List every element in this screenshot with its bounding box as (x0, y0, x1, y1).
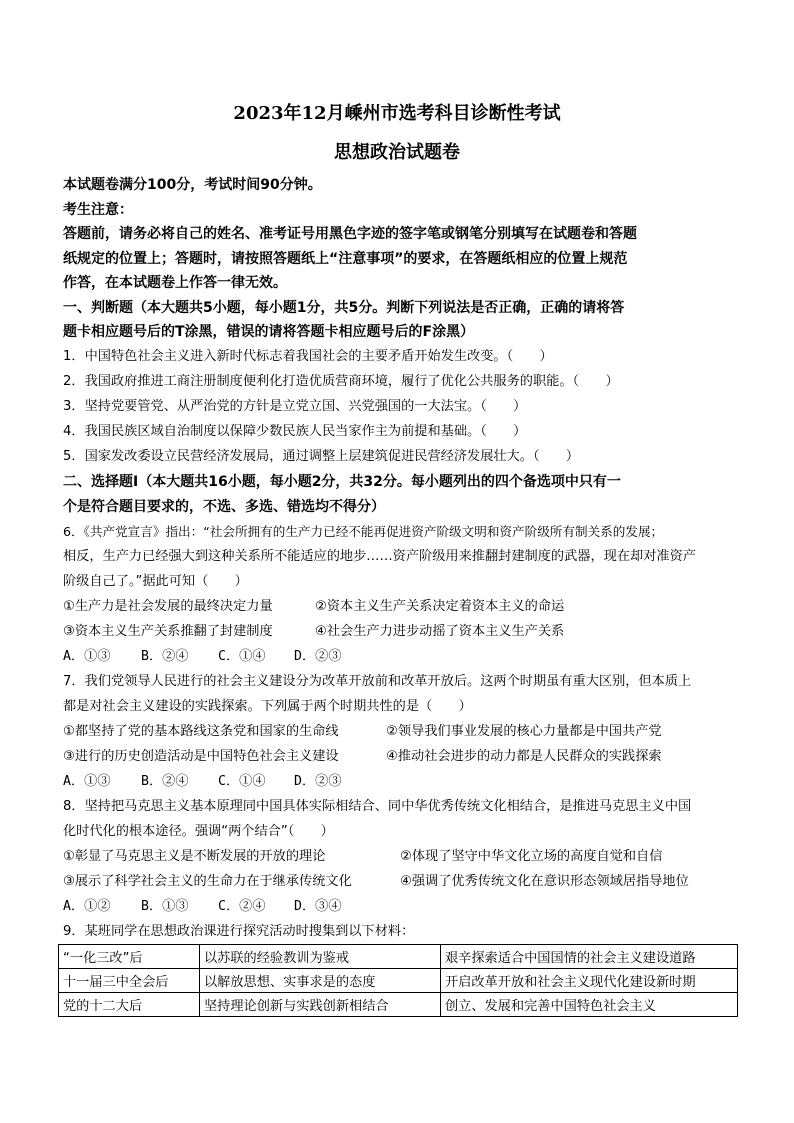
question-9-line1: 9．某班同学在思想政治课进行探究活动时搜集到以下材料： (63, 924, 415, 939)
section2-heading-line1: 二、选择题Ⅰ（本大题共16小题，每小题2分，共32分。每小题列出的四个备选项中只有一 (63, 474, 621, 490)
q6-option-2: ②资本主义生产关系决定着资本主义的命运 (315, 599, 565, 614)
table-cell: 开启改革开放和社会主义现代化建设新时期 (441, 969, 738, 993)
table-cell: 以苏联的经验教训为鉴戒 (200, 945, 441, 969)
table-cell: 艰辛探索适合中国国情的社会主义建设道路 (441, 945, 738, 969)
question-7-line2: 都是对社会主义建设的实践探索。下列属于两个时期共性的是（ ） (63, 699, 472, 714)
question-5: 5．国家发改委设立民营经济发展局，通过调整上层建筑促进民营经济发展壮大。（ ） (63, 449, 580, 464)
table-cell: 党的十二大后 (59, 993, 200, 1017)
table-row (59, 993, 738, 1017)
question-6-line3: 阶级自己了。”据此可知（ ） (63, 574, 248, 589)
q8-option-1: ①彰显了马克思主义是不断发展的开放的理论 (63, 849, 326, 864)
question-8-line1: 8．坚持把马克思主义基本原理同中国具体实际相结合、同中华优秀传统文化相结合，是推进马克思主义中国 (63, 799, 692, 814)
question-6-line2: 相反，生产力已经强大到这种关系所不能适应的地步……资产阶级用来推翻封建制度的武器，现在却对准资产 (63, 549, 696, 564)
q6-answer-b: B．②④ (141, 649, 189, 664)
question-4: 4．我国民族区域自治制度以保障少数民族人民当家作主为前提和基础。（ ） (63, 424, 527, 439)
candidate-notice-label: 考生注意： (63, 202, 133, 218)
q7-option-2: ②领导我们事业发展的核心力量都是中国共产党 (386, 724, 662, 739)
material-table (58, 944, 738, 1017)
table-cell: 以解放思想、实事求是的态度 (200, 969, 441, 993)
q7-option-3: ③进行的历史创造活动是中国特色社会主义建设 (63, 749, 339, 764)
table-row (59, 969, 738, 993)
q7-answer-b: B．②④ (141, 774, 189, 789)
q8-answer-a: A．①② (63, 899, 111, 914)
q6-option-1: ①生产力是社会发展的最终决定力量 (63, 599, 273, 614)
q8-option-2: ②体现了坚守中华文化立场的高度自觉和自信 (400, 849, 663, 864)
question-1: 1．中国特色社会主义进入新时代标志着我国社会的主要矛盾开始发生改变。（ ） (63, 349, 553, 364)
question-8-line2: 化时代化的根本途径。强调“两个结合”（ ） (63, 824, 334, 839)
q6-answer-d: D．②③ (294, 649, 342, 664)
exam-title: 2023年12月嵊州市选考科目诊断性考试 (233, 103, 561, 124)
q8-answer-d: D．③④ (294, 899, 342, 914)
exam-duration-note: 本试题卷满分100分，考试时间90分钟。 (63, 177, 322, 193)
q7-option-1: ①都坚持了党的基本路线这条党和国家的生命线 (63, 724, 339, 739)
notice-line-1: 答题前，请务必将自己的姓名、准考证号用黑色字迹的签字笔或钢笔分别填写在试题卷和答题 (63, 226, 637, 242)
notice-line-3: 作答，在本试题卷上作答一律无效。 (63, 275, 287, 291)
q8-option-4: ④强调了优秀传统文化在意识形态领域居指导地位 (400, 874, 689, 889)
q7-answer-d: D．②③ (294, 774, 342, 789)
q6-option-3: ③资本主义生产关系推翻了封建制度 (63, 624, 273, 639)
question-2: 2．我国政府推进工商注册制度便利化打造优质营商环境，履行了优化公共服务的职能。（ ） (63, 374, 619, 389)
exam-subtitle: 思想政治试题卷 (334, 142, 460, 163)
q8-option-3: ③展示了科学社会主义的生命力在于继承传统文化 (63, 874, 352, 889)
section2-heading-line2: 个是符合题目要求的，不选、多选、错选均不得分） (63, 499, 385, 515)
notice-line-2: 纸规定的位置上；答题时，请按照答题纸上“注意事项”的要求，在答题纸相应的位置上规范 (63, 251, 628, 267)
q8-answer-b: B．①③ (141, 899, 189, 914)
question-7-line1: 7．我们党领导人民进行的社会主义建设分为改革开放前和改革开放后。这两个时期虽有重大区别，但本质上 (63, 674, 692, 689)
q6-option-4: ④社会生产力进步动摇了资本主义生产关系 (315, 624, 565, 639)
table-row (59, 945, 738, 969)
q8-answer-c: C．②④ (218, 899, 266, 914)
table-cell: 十一届三中全会后 (59, 969, 200, 993)
q7-answer-c: C．①④ (218, 774, 266, 789)
q6-answer-c: C．①④ (218, 649, 266, 664)
section1-heading-line1: 一、判断题（本大题共5小题，每小题1分，共5分。判断下列说法是否正确，正确的请将答 (63, 300, 625, 316)
table-cell: 创立、发展和完善中国特色社会主义 (441, 993, 738, 1017)
question-6-line1: 6．《共产党宣言》指出：“社会所拥有的生产力已经不能再促进资产阶级文明和资产阶级所有制关系的发展； (63, 524, 664, 539)
q7-answer-a: A．①③ (63, 774, 111, 789)
table-cell: “一化三改”后 (59, 945, 200, 969)
q7-option-4: ④推动社会进步的动力都是人民群众的实践探索 (386, 749, 662, 764)
table-cell: 坚持理论创新与实践创新相结合 (200, 993, 441, 1017)
q6-answer-a: A．①③ (63, 649, 111, 664)
question-3: 3．坚持党要管党、从严治党的方针是立党立国、兴党强国的一大法宝。（ ） (63, 399, 527, 414)
section1-heading-line2: 题卡相应题号后的T涂黑，错误的请将答题卡相应题号后的F涂黑） (63, 324, 475, 340)
